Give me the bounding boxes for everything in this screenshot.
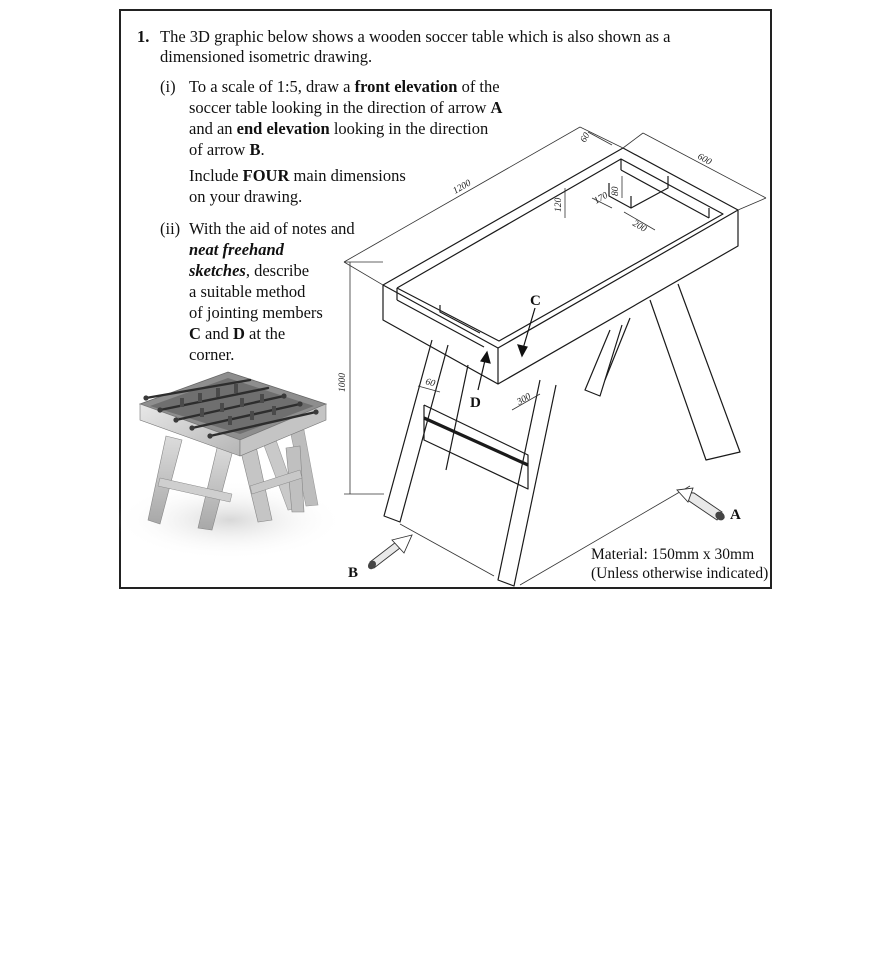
dim-80: 80 (611, 186, 621, 196)
part-ii-line-5: of jointing members (189, 303, 323, 322)
part-i-line-1: To a scale of 1:5, draw a front elevation of the (189, 77, 500, 96)
intro-line-1: The 3D graphic below shows a wooden soccer table which is also shown as a (160, 27, 671, 46)
part-i-line-4: of arrow B. (189, 140, 265, 159)
dim-60-top: 60 (578, 131, 593, 145)
isometric-drawing (383, 148, 740, 586)
material-line-1: Material: 150mm x 30mm (591, 546, 755, 563)
dimension-values (338, 131, 713, 408)
label-c: C (530, 293, 541, 309)
part-i-line-2: soccer table looking in the direction of arrow A (189, 98, 503, 117)
dim-60-leg: 60 (424, 377, 436, 390)
part-ii-line-2: neat freehand (189, 240, 284, 259)
part-i-line-5: Include FOUR main dimensions (189, 166, 406, 185)
question-number: 1. (137, 27, 150, 46)
material-note (591, 545, 768, 583)
dimension-lines (344, 127, 769, 585)
dim-1000: 1000 (338, 373, 348, 392)
dim-1200: 1200 (451, 178, 473, 197)
dim-170: 170 (592, 190, 610, 207)
part-ii-marker: (ii) (160, 219, 181, 238)
part-ii-line-6: C and D at the (189, 324, 286, 343)
dim-200: 200 (630, 218, 648, 235)
label-a: A (730, 507, 741, 523)
dim-600: 600 (695, 151, 713, 168)
dim-300: 300 (515, 391, 533, 408)
soccer-table-3d-graphic (115, 372, 345, 560)
part-ii-line-3: sketches, describe (189, 261, 310, 280)
label-d: D (470, 395, 481, 411)
part-ii-line-7: corner. (189, 345, 235, 364)
view-arrow-a (677, 488, 726, 522)
view-arrow-b (366, 535, 412, 571)
part-ii-line-1: With the aid of notes and (189, 219, 355, 238)
material-line-2: (Unless otherwise indicated) (591, 565, 769, 582)
part-ii-line-4: a suitable method (189, 282, 306, 301)
part-i-marker: (i) (160, 77, 176, 96)
part-i-line-3: and an end elevation looking in the direction (189, 119, 489, 138)
intro-line-2: dimensioned isometric drawing. (160, 47, 373, 66)
dim-120: 120 (554, 197, 564, 212)
label-b: B (348, 565, 359, 581)
part-i-line-6: on your drawing. (189, 187, 303, 206)
